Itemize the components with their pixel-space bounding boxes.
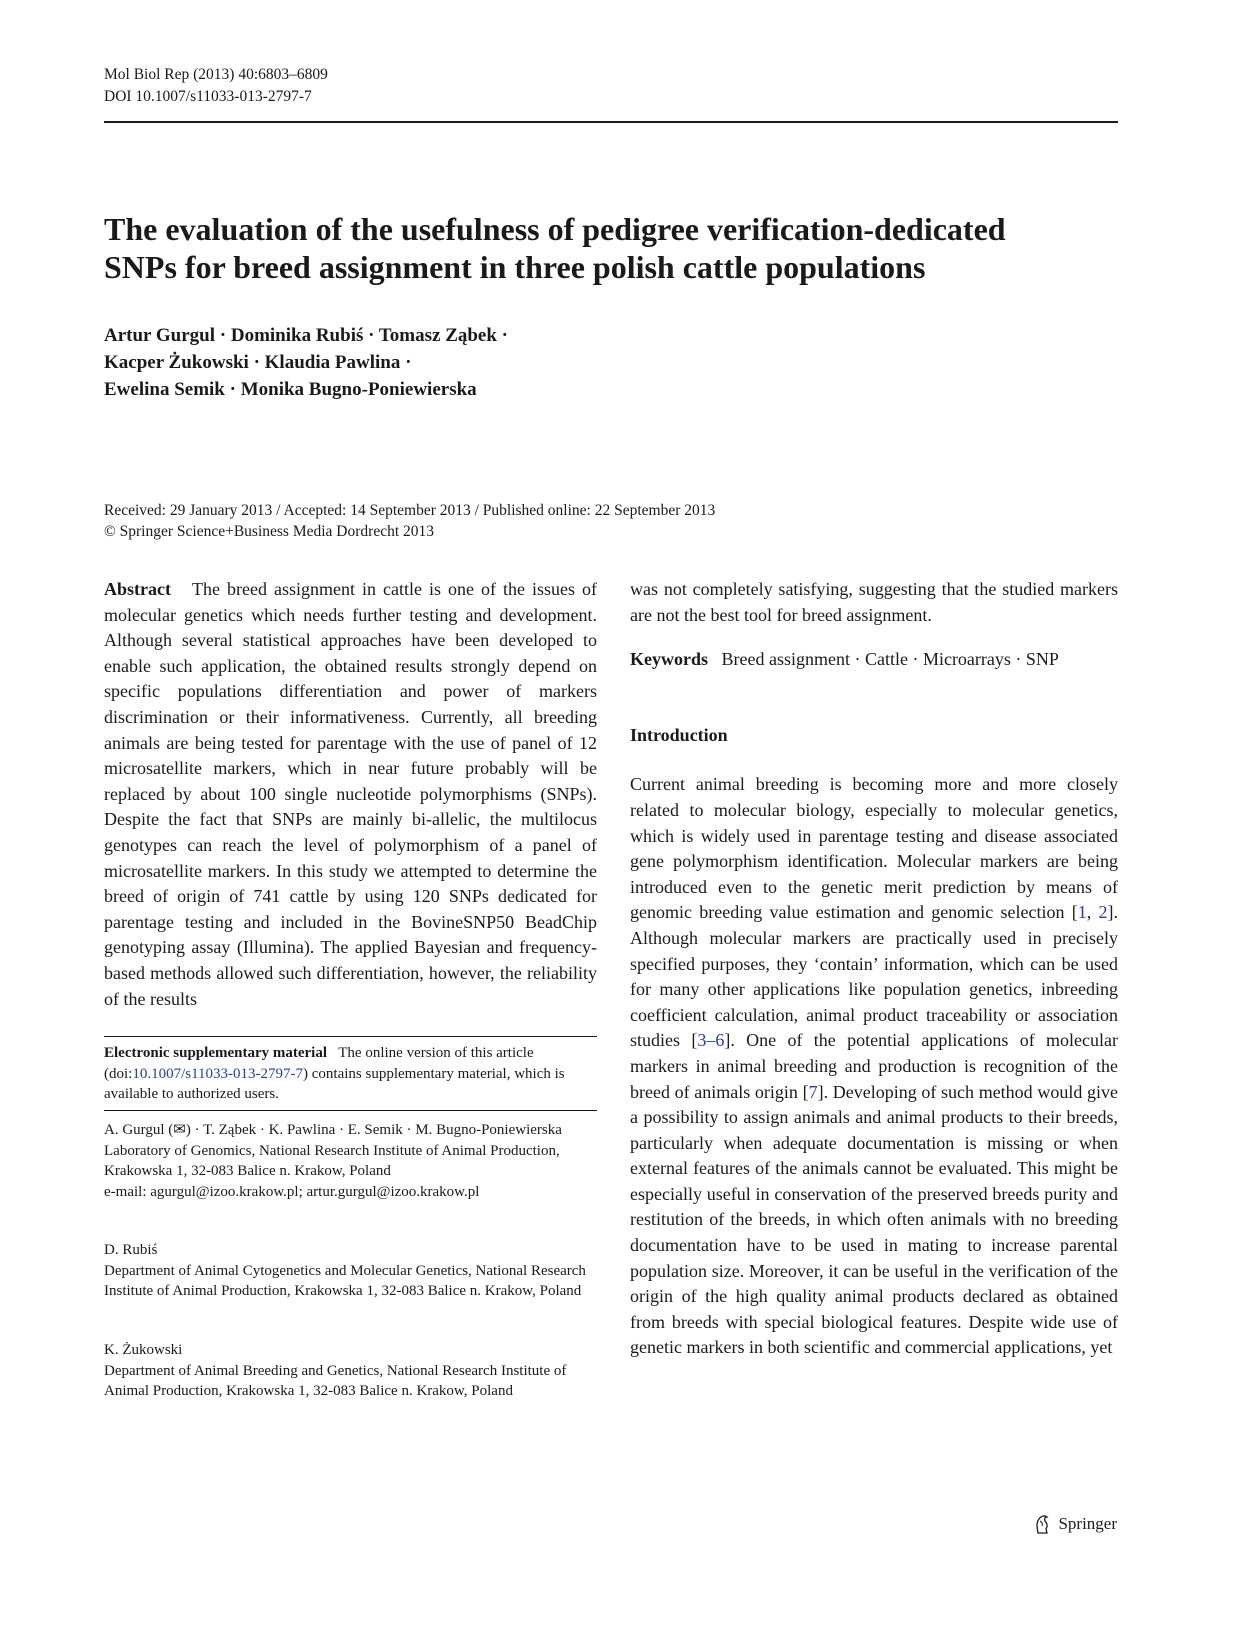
authors-line-1: Artur Gurgul · Dominika Rubiś · Tomasz Ząbek · xyxy=(104,325,509,346)
abstract-text: The breed assignment in cattle is one of the issues of molecular genetics which needs further testing and development. Although several statistical approaches have been developed to enable such application, the obtained results strongly depend on specific populations differentiation and power of markers discrimination or their informativeness. Currently, all breeding animals are being tested for parentage with the use of panel of 12 microsatellite markers, which in near future probably will be replaced by about 100 single nucleotide polymorphisms (SNPs). Despite the fact that SNPs are mainly bi-allelic, the multilocus genotypes can reach the level of polymorphism of a panel of microsatellite markers. In this study we attempted to determine the breed of origin of 741 cattle by using 120 SNPs dedicated for parentage testing and included in the BovineSNP50 BeadChip genotyping assay (Illumina). The applied Bayesian and frequency-based methods allowed such differentiation, however, the reliability of the results xyxy=(104,579,597,1009)
introduction-body xyxy=(630,772,1118,1361)
publisher-name: Springer xyxy=(1058,1514,1117,1533)
copyright-line: © Springer Science+Business Media Dordrecht 2013 xyxy=(104,523,435,540)
paper-title xyxy=(104,210,1118,286)
right-column xyxy=(630,577,1118,1361)
abstract-label: Abstract xyxy=(104,579,171,599)
affiliation-1-names: A. Gurgul (✉) · T. Ząbek · K. Pawlina · E. Semik · M. Bugno-Poniewierska xyxy=(104,1122,562,1138)
affiliation-2 xyxy=(104,1240,597,1302)
header-rule xyxy=(104,121,1118,123)
intro-text-3: ]. Although molecular markers are practically used in precisely specified purposes, they ‘contain’ information, which can be used for many other applications like population genetics, inbreeding coefficient calculation, animal product traceability or association studies [ xyxy=(630,902,1118,1051)
publication-dates xyxy=(104,500,715,542)
affiliation-3-names: K. Żukowski xyxy=(104,1342,183,1358)
supplementary-text-after: ) contains supplementary material, which is available to authorized users. xyxy=(104,1065,565,1102)
keywords-text: Breed assignment · Cattle · Microarrays · SNP xyxy=(721,649,1059,670)
intro-text-2: , xyxy=(1086,902,1099,923)
affiliation-1-email[interactable]: e-mail: agurgul@izoo.krakow.pl; artur.gurgul@izoo.krakow.pl xyxy=(104,1183,480,1200)
title-line-1: The evaluation of the usefulness of pedigree verification-dedicated xyxy=(104,211,1006,247)
supplementary-text-before: The online version of this article (doi: xyxy=(104,1045,534,1082)
author-list xyxy=(104,322,508,403)
footnote-rule-top xyxy=(104,1036,597,1037)
intro-text-4: ]. One of the potential applications of molecular markers in animal breeding and production is recognition of the breed of animals origin [ xyxy=(630,1030,1118,1102)
affiliation-2-names: D. Rubiś xyxy=(104,1242,158,1258)
publisher-logo xyxy=(1032,1513,1117,1535)
keywords-label: Keywords xyxy=(630,649,708,670)
affiliation-1-address: Laboratory of Genomics, National Research Institute of Animal Production, Krakowska 1, 32-083 Balice n. Krakow, Poland xyxy=(104,1142,560,1179)
abstract xyxy=(104,577,597,1012)
left-column xyxy=(104,577,597,1012)
intro-text-5: ]. Developing of such method would give a possibility to assign animals and animal products to their breeds, particularly when adequate documentation is missing or when external features of the animals cannot be evaluated. This might be especially useful in conservation of the preserved breeds purity and restitution of the breeds, in which often animals with no breeding documentation have to be used in mating to increase parental population size. Moreover, it can be useful in the verification of the origin of the high quality animal products declared as obtained from breeds with special biological features. Despite wide use of genetic markers in both scientific and commercial applications, yet xyxy=(630,1081,1118,1358)
supplementary-label: Electronic supplementary material xyxy=(104,1045,328,1061)
keywords xyxy=(630,647,1118,673)
abstract-continuation: was not completely satisfying, suggesting that the studied markers are not the best tool for breed assignment. xyxy=(630,579,1118,625)
springer-horse-icon xyxy=(1032,1513,1052,1535)
authors-line-2: Kacper Żukowski · Klaudia Pawlina · xyxy=(104,352,412,373)
journal-header xyxy=(104,64,328,108)
received-accepted-dates: Received: 29 January 2013 / Accepted: 14 September 2013 / Published online: 22 September 2013 xyxy=(104,502,716,519)
citation-ref-2[interactable]: 2 xyxy=(1098,902,1108,923)
citation-ref-7[interactable]: 7 xyxy=(808,1081,818,1102)
journal-doi: DOI 10.1007/s11033-013-2797-7 xyxy=(104,88,312,105)
affiliation-2-address: Department of Animal Cytogenetics and Molecular Genetics, National Research Institute of Animal Production, Krakowska 1, 32-083 Balice n. Krakow, Poland xyxy=(104,1262,586,1299)
authors-line-3: Ewelina Semik · Monika Bugno-Poniewierska xyxy=(104,379,477,400)
affiliation-3 xyxy=(104,1340,597,1402)
supplementary-note xyxy=(104,1043,597,1105)
citation-ref-3-6[interactable]: 3–6 xyxy=(697,1030,725,1051)
title-line-2: SNPs for breed assignment in three polish cattle populations xyxy=(104,249,926,285)
citation-ref-1[interactable]: 1 xyxy=(1077,902,1087,923)
affiliation-1 xyxy=(104,1120,597,1202)
introduction-heading: Introduction xyxy=(630,724,728,745)
affiliation-3-address: Department of Animal Breeding and Genetics, National Research Institute of Animal Production, Krakowska 1, 32-083 Balice n. Krakow, Poland xyxy=(104,1362,567,1399)
intro-text-1: Current animal breeding is becoming more and more closely related to molecular biology, especially to molecular genetics, which is widely used in parentage testing and disease associated gene polymorphism identification. Molecular markers are being introduced even to the genetic merit prediction by means of genomic breeding value estimation and genomic selection [ xyxy=(630,774,1118,923)
footnote-rule-bottom xyxy=(104,1110,597,1111)
supplementary-doi-link[interactable]: 10.1007/s11033-013-2797-7 xyxy=(132,1065,304,1082)
journal-citation: Mol Biol Rep (2013) 40:6803–6809 xyxy=(104,66,328,83)
